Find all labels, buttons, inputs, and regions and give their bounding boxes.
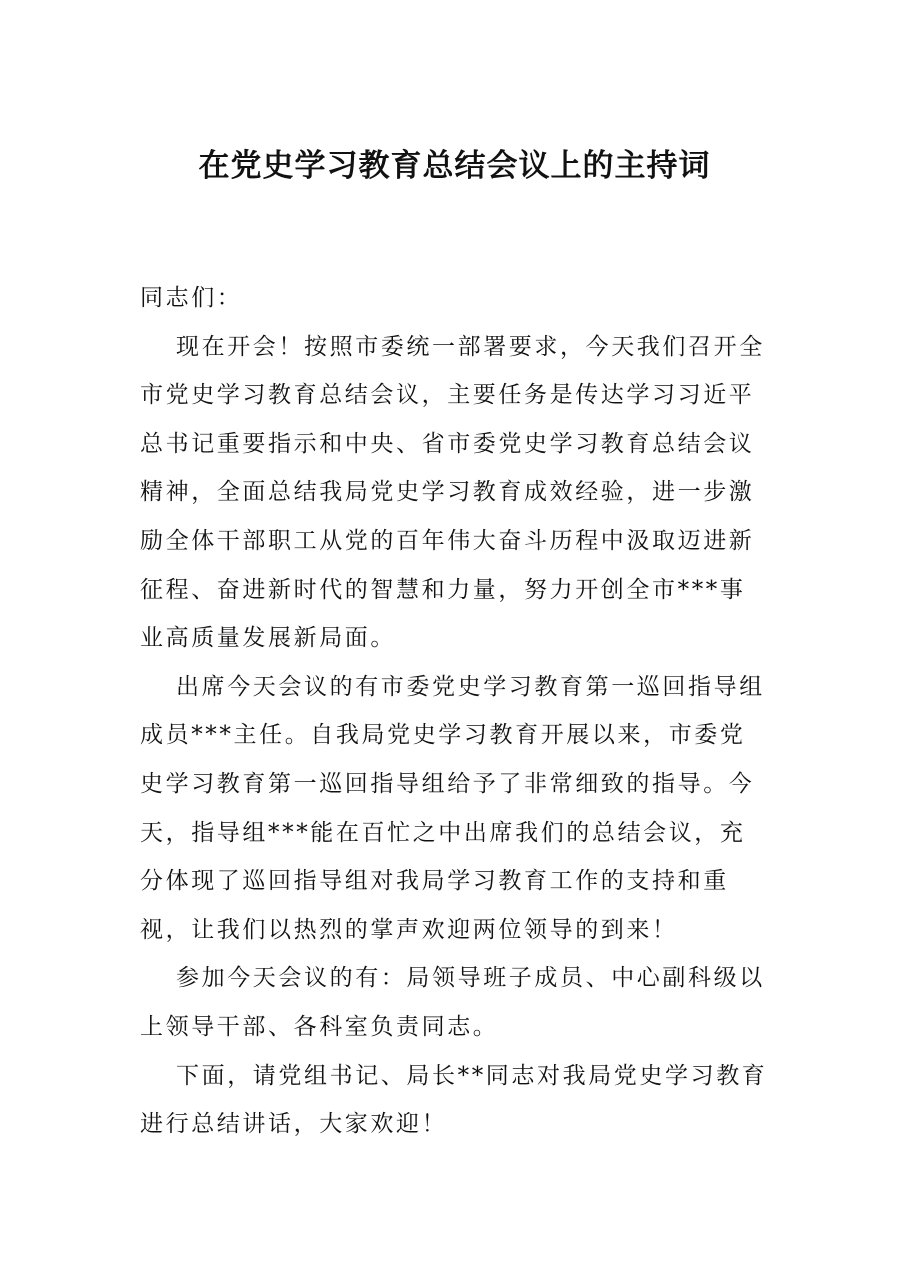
document-title: 在党史学习教育总结会议上的主持词 [198,148,711,184]
paragraph-guests: 出席今天会议的有市委党史学习教育第一巡回指导组成员***主任。自我局党史学习教育开展以来，市委党史学习教育第一巡回指导组给予了非常细致的指导。今天，指导组***能在百忙之中出席我们的总结会议，充分体现了巡回指导组对我局学习教育工作的支持和重视，让我们以热烈的掌声欢迎两位领导的到来！ [140,673,765,943]
paragraph-attendees: 参加今天会议的有：局领导班子成员、中心副科级以上领导干部、各科室负责同志。 [140,965,765,1040]
paragraph-closing: 下面，请党组书记、局长**同志对我局党史学习教育进行总结讲话，大家欢迎！ [140,1062,768,1138]
salutation: 同志们： [140,285,243,311]
paragraph-opening: 现在开会！按照市委统一部署要求，今天我们召开全市党史学习教育总结会议，主要任务是传达学习习近平总书记重要指示和中央、省市委党史学习教育总结会议精神，全面总结我局党史学习教育成效经验，进一步激励全体干部职工从党的百年伟大奋斗历程中汲取迈进新征程、奋进新时代的智慧和力量，努力开创全市***事业高质量发展新局面。 [140,333,765,652]
document-body [140,274,768,1149]
